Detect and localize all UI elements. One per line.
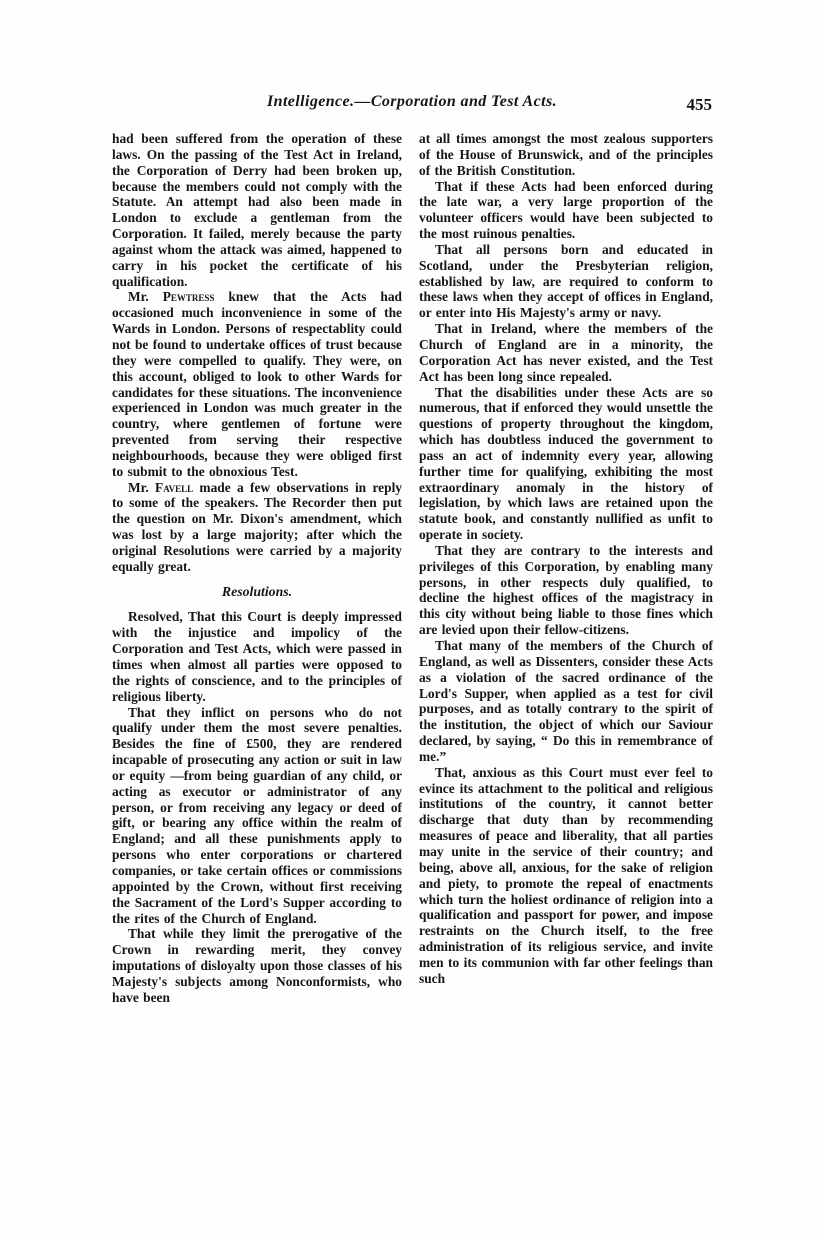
text-run: That they are contrary to the interests and privileges of this Corporation, by enabling many persons, in other respects duly qualified, to decline the highest offices of the magistracy in this city without being liable to those fines which are levied upon their fellow-citizens.	[419, 542, 713, 638]
paragraph	[419, 385, 713, 543]
text-run: That while they limit the prerogative of the Crown in rewarding merit, they convey imputations of disloyalty upon those classes of his Majesty's subjects among Nonconformists, who have been	[112, 926, 402, 1005]
text-run: That many of the members of the Church of England, as well as Dissenters, consider these Acts as a violation of the sacred ordinance of the Lord's Supper, when applied as a test for civil purposes, and as totally contrary to the spirit of the institution, the object of which our Saviour declared, by saying, “ Do this in remembrance of me.”	[419, 638, 713, 764]
section-heading: Resolutions.	[221, 583, 293, 599]
paragraph	[112, 480, 402, 575]
paragraph	[419, 321, 713, 384]
text-run: made a few observations in reply to some of the speakers. The Recorder then put the question on Mr. Dixon's amendment, which was lost by a large majority; after which the original Resolutions were carried by a majority equally great.	[112, 479, 402, 574]
paragraph	[419, 638, 713, 765]
paragraph	[112, 289, 402, 479]
text-run: at all times amongst the most zealous supporters of the House of Brunswick, and of the principles of the British Constitution.	[419, 131, 713, 178]
text-run: That all persons born and educated in Scotland, under the Presbyterian religion, established by law, are required to conform to these laws when they accept of offices in England, or enter into His Majesty's army or navy.	[419, 241, 713, 321]
text-run: had been suffered from the operation of these laws. On the passing of the Test Act in Ireland, the Corporation of Derry had been broken up, because the members could not comply with the Statute. An attempt had also been made in London to exclude a gentleman from the Corporation. It failed, merely because the party against whom the attack was aimed, happened to carry in his pocket the certificate of his qualification.	[112, 131, 402, 289]
text-run: Resolved, That this Court is deeply impressed with the injustice and impolicy of the Corporation and Test Acts, which were passed in times when almost all parties were opposed to the rights of conscience, and to the principles of religious liberty.	[112, 609, 402, 704]
text-run: Mr.	[128, 479, 156, 495]
column-right	[419, 131, 713, 1006]
small-caps-name: Favell	[155, 479, 194, 495]
text-run: That if these Acts had been enforced during the late war, a very large proportion of the volunteer officers would have been subjected to the most ruinous penalties.	[419, 178, 713, 242]
paragraph	[419, 131, 713, 179]
page-title: Intelligence.—Corporation and Test Acts.	[267, 93, 557, 110]
paragraph	[419, 179, 713, 242]
text-run: That the disabilities under these Acts are so numerous, that if enforced they would unsettle the questions of property throughout the kingdom, which has doubtless induced the government to pass an act of indemnity every year, allowing further time for qualifying, exhibiting the most extraordinary anomaly in the history of legislation, by which laws are retained upon the statute book, and constantly nullified as unfit to operate in society.	[419, 384, 713, 543]
paragraph	[112, 131, 402, 289]
paragraph	[112, 926, 402, 1005]
page-number: 455	[686, 95, 712, 114]
running-head	[112, 93, 712, 115]
paragraph	[112, 705, 402, 927]
paragraph	[419, 765, 713, 987]
text-run: That, anxious as this Court must ever feel to evince its attachment to the political and religious institutions of the country, it cannot better discharge that duty than by recommending measures of peace and liberality, that all parties may unite in the service of their country; and being, above all, anxious, for the sake of religion and piety, to promote the repeal of enactments which turn the holiest ordinance of religion into a qualification and passport for power, and impose restraints on the Church itself, to the free administration of its religious service, and invite men to its communion with far other feelings than such	[419, 764, 713, 986]
text-run: Mr.	[128, 289, 163, 305]
text-run: knew that the Acts had occasioned much inconvenience in some of the Wards in London. Persons of respectablity could not be found to undertake offices of trust because they were compelled to qualify. They were, on this account, obliged to look to other Wards for candidates for these situations. The inconvenience experienced in London was much greater in the country, where gentlemen of fortune were prevented from serving their respective neighbourhoods, because they were obliged first to submit to the obnoxious Test.	[112, 289, 402, 479]
text-run: That they inflict on persons who do not qualify under them the most severe penalties. Besides the fine of £500, they are rendered incapable of prosecuting any action or suit in law or equity —from being guardian of any child, or acting as executor or administrator of any person, or from receiving any legacy or deed of gift, or bearing any office within the realm of England; and all these punishments apply to persons who enter corporations or chartered companies, or take certain offices or commissions appointed by the Crown, without first receiving the Sacrament of the Lord's Supper according to the rites of the Church of England.	[112, 704, 402, 926]
text-columns	[112, 131, 713, 1006]
text-run: That in Ireland, where the members of the Church of England are in a minority, the Corporation Act has never existed, and the Test Act has been long since repealed.	[419, 321, 713, 384]
column-left	[112, 131, 402, 1006]
paragraph	[112, 609, 402, 704]
paragraph	[419, 242, 713, 321]
paragraph	[419, 543, 713, 638]
small-caps-name: Pewtress	[162, 289, 215, 305]
